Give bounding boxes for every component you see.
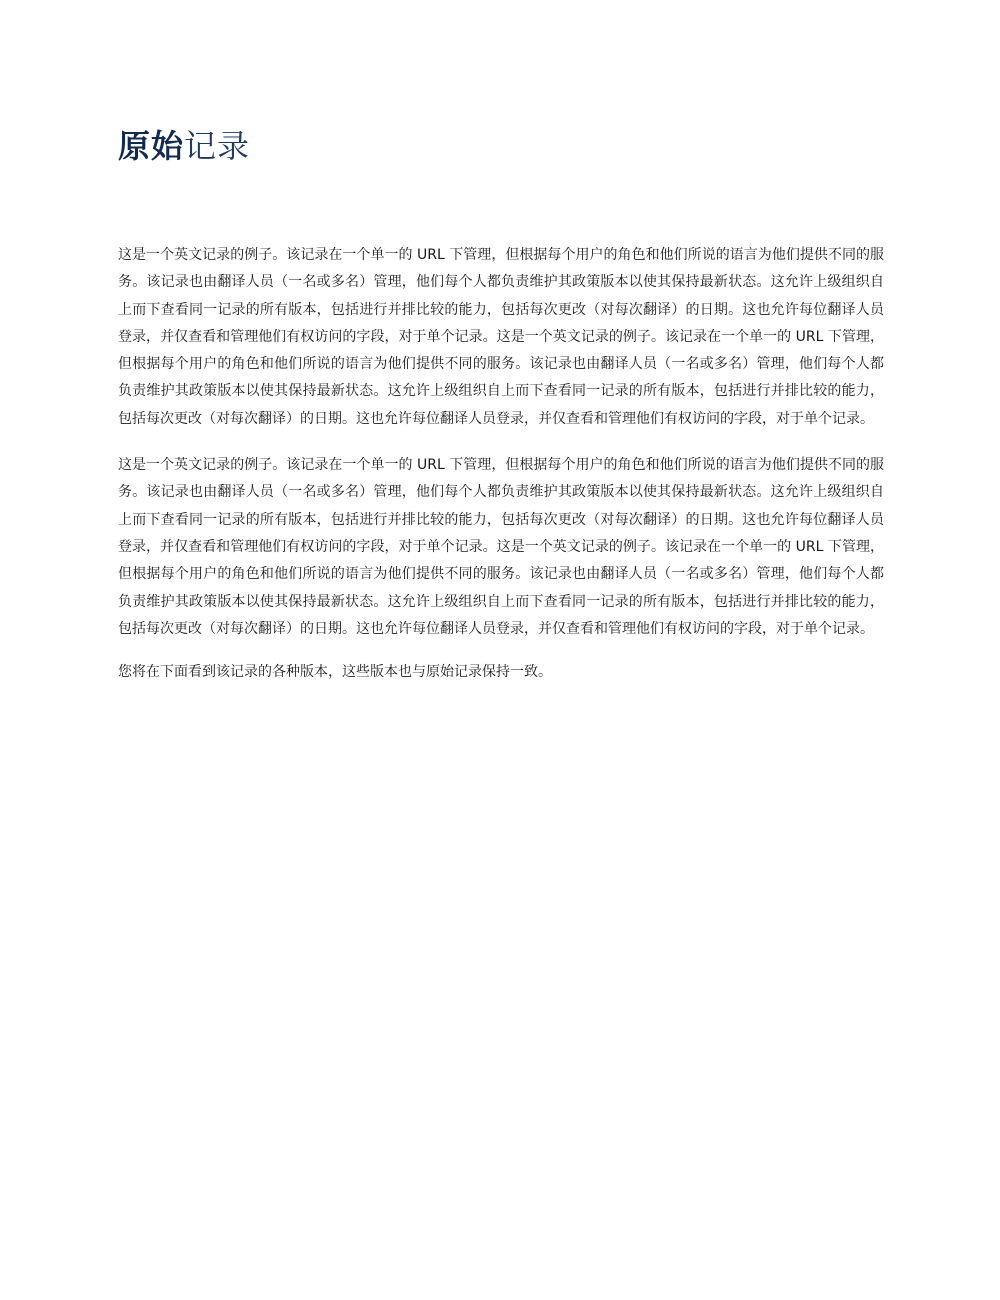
page-title-bold: 原始: [118, 127, 185, 165]
document-body: [118, 242, 884, 686]
paragraph-2: 这是一个英文记录的例子。该记录在一个单一的 URL 下管理，但根据每个用户的角色和他们所说的语言为他们提供不同的服务。该记录也由翻译人员（一名或多名）管理，他们每个人都负责维护其政策版本以使其保持最新状态。这允许上级组织自上而下查看同一记录的所有版本，包括进行并排比较的能力，包括每次更改（对每次翻译）的日期。这也允许每位翻译人员登录，并仅查看和管理他们有权访问的字段，对于单个记录。这是一个英文记录的例子。该记录在一个单一的 URL 下管理，但根据每个用户的角色和他们所说的语言为他们提供不同的服务。该记录也由翻译人员（一名或多名）管理，他们每个人都负责维护其政策版本以使其保持最新状态。这允许上级组织自上而下查看同一记录的所有版本，包括进行并排比较的能力，包括每次更改（对每次翻译）的日期。这也允许每位翻译人员登录，并仅查看和管理他们有权访问的字段，对于单个记录。: [118, 457, 884, 637]
page-title: [118, 124, 884, 168]
page-title-rest: 记录: [184, 127, 251, 165]
paragraph-note: 您将在下面看到该记录的各种版本，这些版本也与原始记录保持一致。: [118, 664, 552, 681]
document-page: [118, 124, 884, 686]
paragraph-1: 这是一个英文记录的例子。该记录在一个单一的 URL 下管理，但根据每个用户的角色和他们所说的语言为他们提供不同的服务。该记录也由翻译人员（一名或多名）管理，他们每个人都负责维护其政策版本以使其保持最新状态。这允许上级组织自上而下查看同一记录的所有版本，包括进行并排比较的能力，包括每次更改（对每次翻译）的日期。这也允许每位翻译人员登录，并仅查看和管理他们有权访问的字段，对于单个记录。这是一个英文记录的例子。该记录在一个单一的 URL 下管理，但根据每个用户的角色和他们所说的语言为他们提供不同的服务。该记录也由翻译人员（一名或多名）管理，他们每个人都负责维护其政策版本以使其保持最新状态。这允许上级组织自上而下查看同一记录的所有版本，包括进行并排比较的能力，包括每次更改（对每次翻译）的日期。这也允许每位翻译人员登录，并仅查看和管理他们有权访问的字段，对于单个记录。: [118, 247, 884, 427]
